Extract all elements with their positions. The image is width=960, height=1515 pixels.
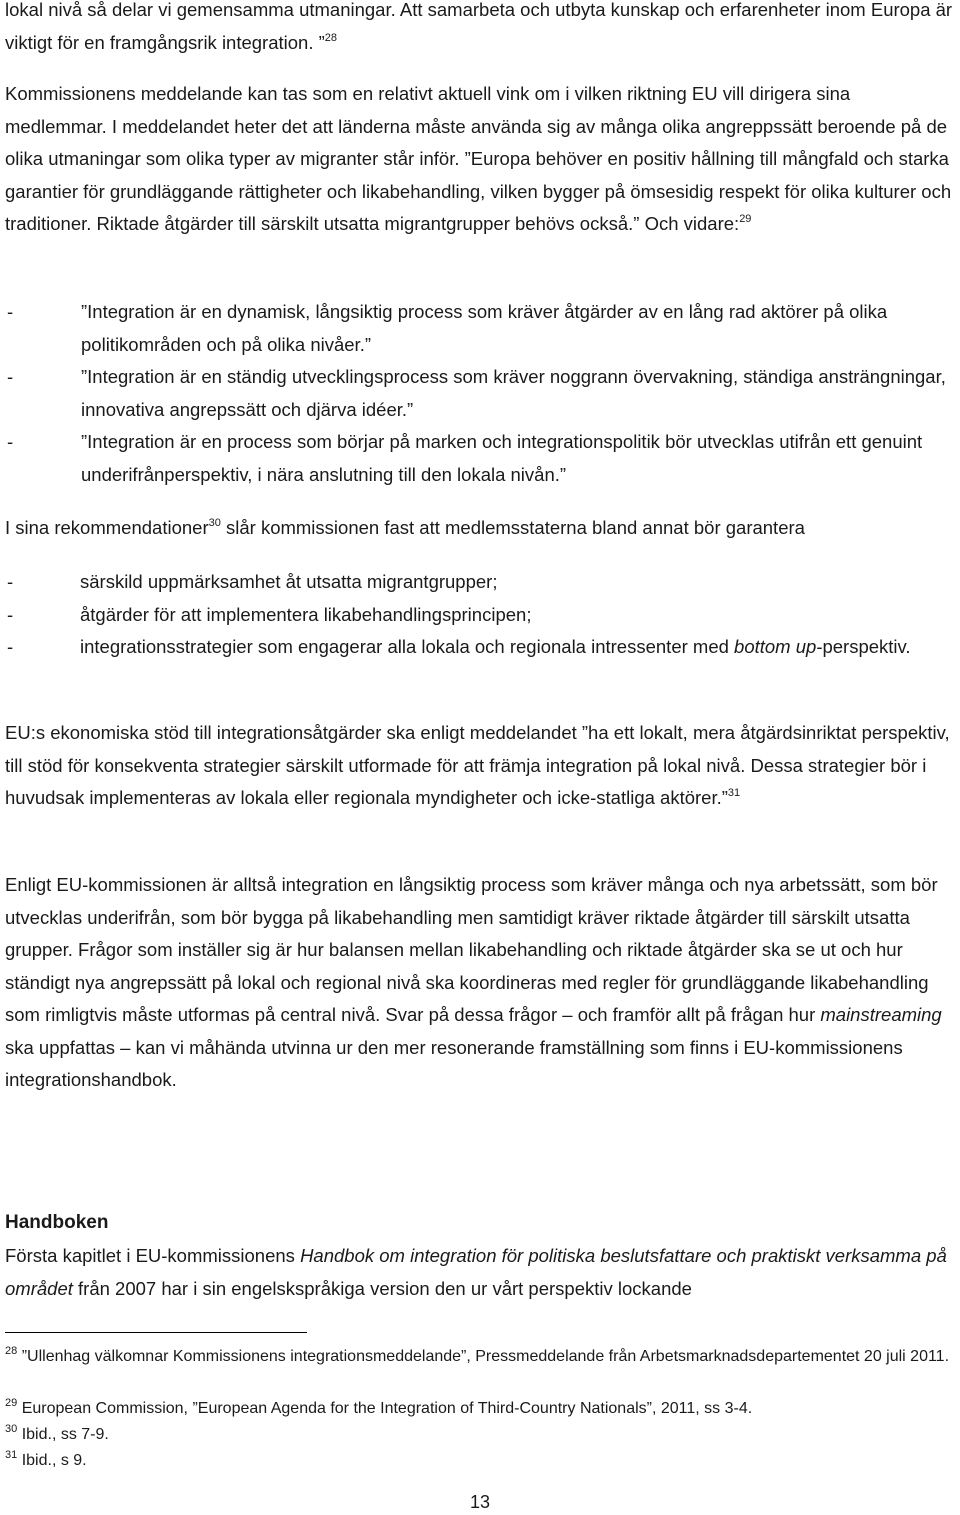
paragraph-intro: lokal nivå så delar vi gemensamma utmaningar. Att samarbeta och utbyta kunskap och erfarenheter inom Europa är viktigt för en framgångsrik integration. ”$^{28}$ bbox=[5, 0, 953, 53]
footnote-29: $^{29}$ European Commission, ”European Agenda for the Integration of Third-Country Nationals”, 2011, ss 3-4. bbox=[5, 1397, 753, 1417]
recommendation-list bbox=[5, 566, 957, 664]
footnote-31: $^{31}$ Ibid., s 9. bbox=[5, 1449, 87, 1469]
list-item: - ”Integration är en dynamisk, långsiktig process som kräver åtgärder av en lång rad aktörer på olika politikområden och på olika nivåer.” bbox=[7, 301, 888, 355]
paragraph-commission-message: Kommissionens meddelande kan tas som en relativt aktuell vink om i vilken riktning EU vill dirigera sina medlemmar. I meddelandet heter det att länderna måste använda sig av många olika angreppssätt beroende på de olika utmaningar som olika typer av migranter står inför. ”Europa behöver en positiv hållning till mångfald och starka garantier för grundläggande rättigheter och likabehandling, vilken bygger på ömsesidig respekt för olika kulturer och traditioner. Riktade åtgärder till särskilt utsatta migrantgrupper behövs också.” Och vidare:$^{29}$ bbox=[5, 83, 952, 234]
section-heading: Handboken bbox=[5, 1212, 109, 1233]
page-number: 13 bbox=[469, 1492, 491, 1512]
list-item: - integrationsstrategier som engagerar alla lokala och regionala intressenter med bottom up-perspektiv. bbox=[7, 636, 911, 657]
footnote-separator bbox=[5, 1332, 307, 1333]
footnote-ref-30[interactable]: 30 bbox=[208, 517, 221, 529]
footnote-ref-29[interactable]: 29 bbox=[739, 213, 752, 225]
list-item: - ”Integration är en ständig utvecklingsprocess som kräver noggrann övervakning, ständiga ansträngningar, innovativa angrepssätt och djärva idéer.” bbox=[7, 366, 946, 420]
paragraph-handbook: Första kapitlet i EU-kommissionens Handbok om integration för politiska beslutsfattare och praktiskt verksamma på området från 2007 har i sin engelskspråkiga version den ur vårt perspektiv lockande bbox=[5, 1245, 947, 1299]
paragraph-recommendations: I sina rekommendationer$^{30}$ slår kommissionen fast att medlemsstaterna bland annat bör garantera bbox=[5, 517, 805, 538]
quote-list bbox=[5, 296, 957, 491]
paragraph-summary: Enligt EU-kommissionen är alltså integration en långsiktig process som kräver många och nya arbetssätt, som bör utvecklas underifrån, som bör bygga på likabehandling men samtidigt kräver riktade åtgärder till särskilt utsatta grupper. Frågor som inställer sig är hur balansen mellan likabehandling och riktade åtgärder ska se ut och hur ständigt nya angrepssätt på lokal och regional nivå ska koordineras med regler för grundläggande likabehandling som rimligtvis måste utformas på central nivå. Svar på dessa frågor – och framför allt på frågan hur mainstreaming ska uppfattas – kan vi måhända utvinna ur den mer resonerande framställning som finns i EU-kommissionens integrationshandbok. bbox=[5, 874, 942, 1090]
list-item: - särskild uppmärksamhet åt utsatta migrantgrupper; bbox=[7, 571, 498, 592]
footnote-28: $^{28}$ ”Ullenhag välkomnar Kommissionens integrationsmeddelande”, Pressmeddelande från Arbetsmarknadsdepartementet 20 juli 2011. bbox=[5, 1345, 950, 1365]
footnote-ref-31[interactable]: 31 bbox=[727, 787, 741, 799]
footnote-30: $^{30}$ Ibid., ss 7-9. bbox=[5, 1423, 109, 1443]
list-item: - åtgärder för att implementera likabehandlingsprincipen; bbox=[7, 603, 532, 625]
list-item: - ”Integration är en process som börjar på marken och integrationspolitik bör utvecklas utifrån ett genuint underifrånperspektiv, i nära anslutning till den lokala nivån.” bbox=[7, 431, 923, 485]
paragraph-economic-support: EU:s ekonomiska stöd till integrationsåtgärder ska enligt meddelandet ”ha ett lokalt, mera åtgärdsinriktat perspektiv, till stöd för konsekventa strategier särskilt utformade för att främja integration på lokal nivå. Dessa strategier bör i huvudsak implementeras av lokala eller regionala myndigheter och icke-statliga aktörer.”$^{31}$ bbox=[5, 722, 950, 808]
footnote-ref-28[interactable]: 28 bbox=[324, 31, 338, 44]
